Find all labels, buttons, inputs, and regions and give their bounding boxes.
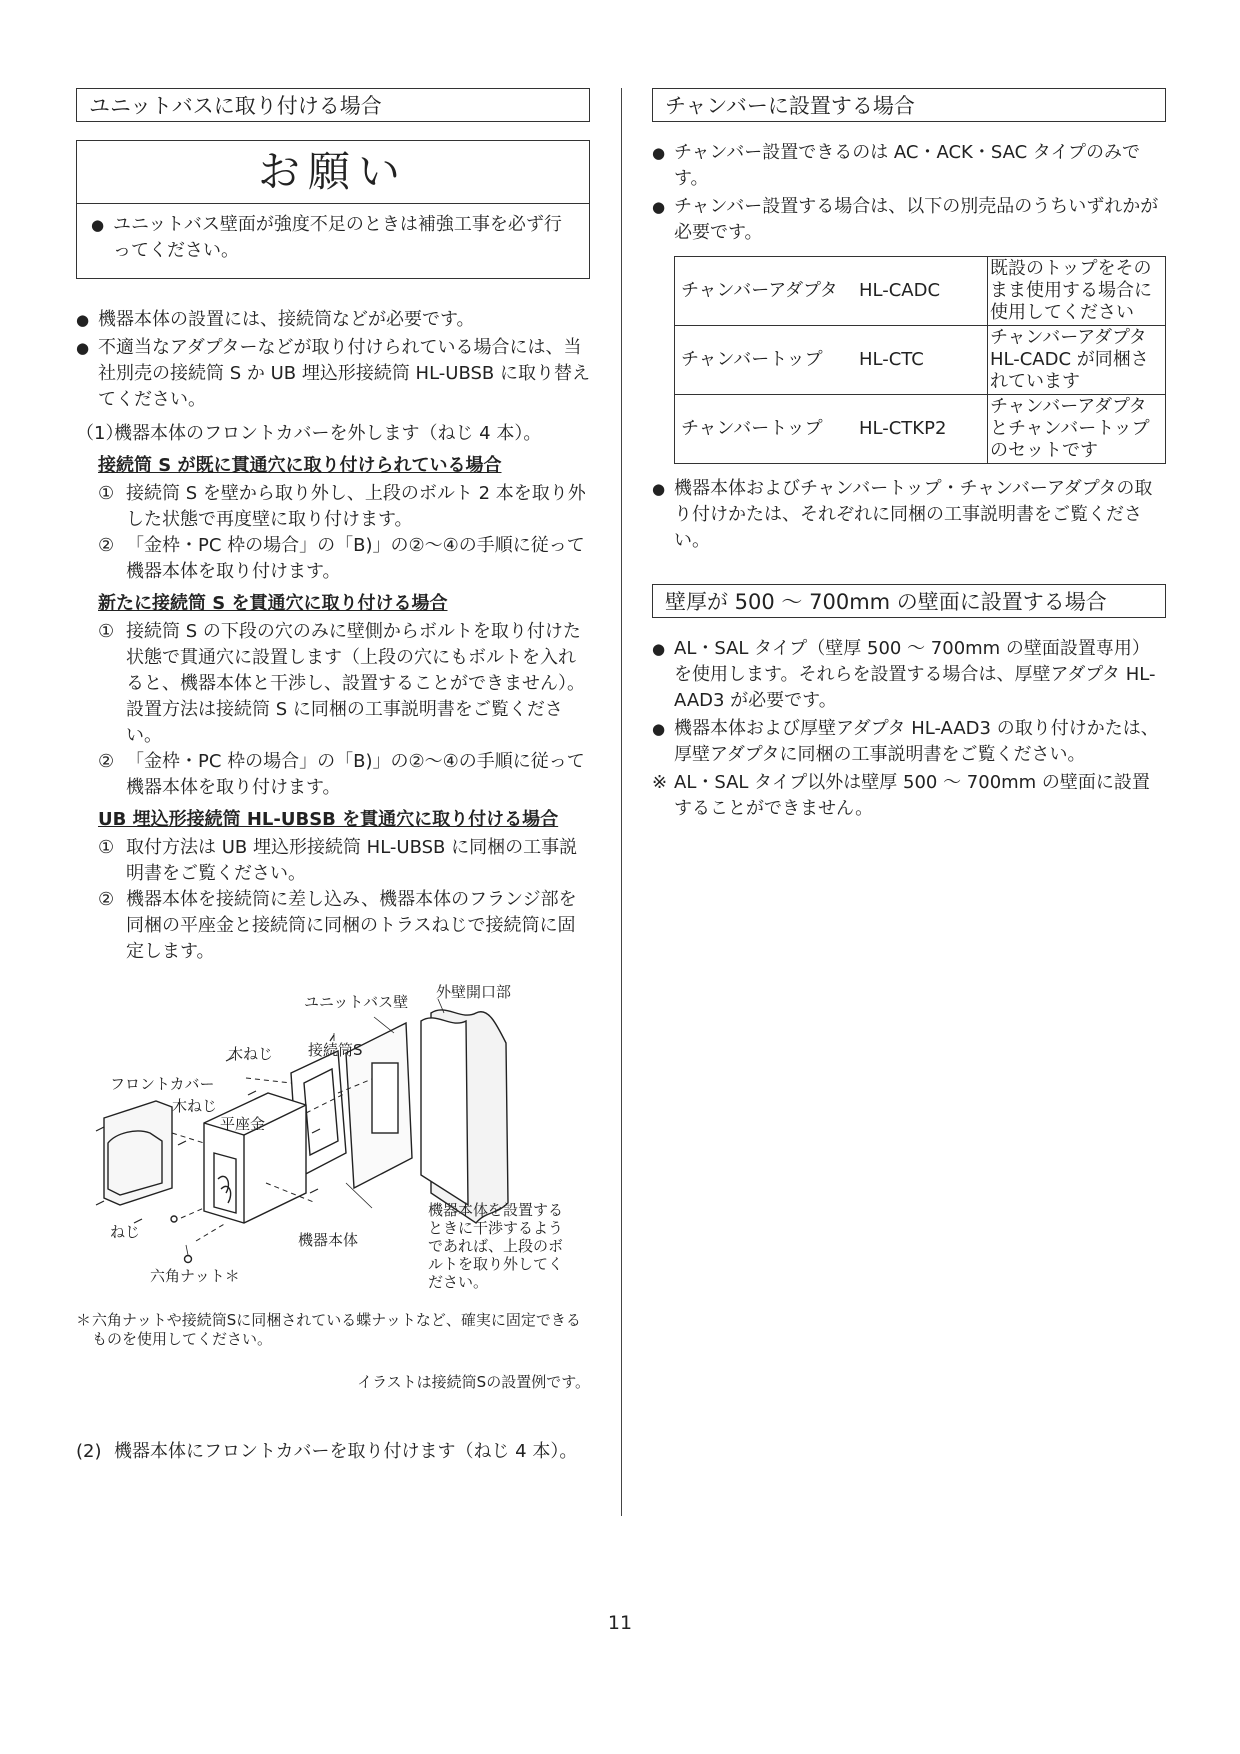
- figure-footnote: [76, 1311, 590, 1349]
- subheading-3: UB 埋込形接続筒 HL-UBSB を貫通穴に取り付ける場合: [98, 809, 559, 830]
- footnote-mark: ＊: [76, 1311, 92, 1329]
- sub1-item-1: [98, 481, 590, 533]
- step-2-number: (2): [76, 1441, 102, 1462]
- part-number: HL-CADC: [859, 280, 941, 301]
- sub2-item-2: [98, 749, 590, 801]
- part-number: HL-CTKP2: [859, 418, 947, 439]
- label-front-cover: フロントカバー: [110, 1075, 215, 1093]
- sub1-item-2: [98, 533, 590, 585]
- part-number: HL-CTC: [859, 349, 924, 370]
- table-cell-note: 既設のトップをそのまま使用する場合に使用してください: [988, 257, 1166, 326]
- step-1-number: （1）: [76, 423, 124, 444]
- sub3-item-1-num: ①: [98, 837, 115, 858]
- note-mark: ※: [652, 772, 668, 793]
- section-header-chamber: チャンバーに設置する場合: [652, 88, 1166, 122]
- product-name: チャンバーアダプタ: [681, 280, 838, 301]
- sub2-item-1-text: 接続筒 S の下段の穴のみに壁側からボルトを取り付けた状態で貫通穴に設置します（上段の穴にもボルトを入れると、機器本体と干渉し、設置することができません）。設置方法は接続筒 S に同梱の工事説明書をご覧ください。: [126, 621, 585, 746]
- table-row: [675, 326, 1166, 395]
- sub3-item-2-text: 機器本体を接続筒に差し込み、機器本体のフランジ部を同梱の平座金と接続筒に同梱のトラスねじで接続筒に固定します。: [126, 889, 577, 962]
- section-header-thickwall: 壁厚が 500 ～ 700mm の壁面に設置する場合: [652, 584, 1166, 618]
- sub1-item-2-text: 「金枠・PC 枠の場合」の「B)」の②～④の手順に従って機器本体を取り付けます。: [126, 535, 585, 582]
- bullet-1: ● 機器本体の設置には、接続筒などが必要です。: [76, 307, 590, 333]
- subheading-1: 接続筒 S が既に貫通穴に取り付けられている場合: [98, 455, 502, 476]
- subheading-2: 新たに接続筒 S を貫通穴に取り付ける場合: [98, 593, 448, 614]
- notice-title: お願い: [77, 141, 589, 204]
- chamber-parts-table: [674, 256, 1166, 464]
- sub3-item-2-num: ②: [98, 889, 115, 910]
- table-cell-note: チャンバーアダプタ HL-CADC が同梱されています: [988, 326, 1166, 395]
- table-cell-product: [675, 326, 988, 395]
- label-wood-screw-2: 木ねじ: [172, 1097, 218, 1115]
- notice-box: [76, 140, 590, 279]
- bullet-2: ● 不適当なアダプターなどが取り付けられている場合には、当社別売の接続筒 S か UB 埋込形接続筒 HL-UBSB に取り替えてください。: [76, 335, 590, 413]
- label-connector-s: 接続筒S: [308, 1041, 363, 1059]
- sub3-item-1: [98, 835, 590, 887]
- chamber-bullet-2: ● チャンバー設置する場合は、以下の別売品のうちいずれかが必要です。: [652, 194, 1166, 246]
- step-2: [76, 1439, 590, 1465]
- table-row: [675, 395, 1166, 464]
- step-1: [76, 421, 590, 447]
- sub3-item-1-text: 取付方法は UB 埋込形接続筒 HL-UBSB に同梱の工事説明書をご覧ください。: [126, 837, 578, 884]
- label-outer-opening: 外壁開口部: [436, 983, 512, 1001]
- column-divider: [621, 88, 622, 1516]
- sub2-item-1-num: ①: [98, 621, 115, 642]
- sub2-item-2-text: 「金枠・PC 枠の場合」の「B)」の②～④の手順に従って機器本体を取り付けます。: [126, 751, 585, 798]
- right-column: [652, 88, 1166, 824]
- sub1-item-1-num: ①: [98, 483, 115, 504]
- note-text: AL・SAL タイプ以外は壁厚 500 ～ 700mm の壁面に設置することができません。: [674, 772, 1150, 819]
- left-column: [76, 88, 590, 1471]
- label-screw: ねじ: [110, 1223, 141, 1241]
- sub2-item-1: [98, 619, 590, 749]
- label-unitbath-wall: ユニットバス壁: [304, 993, 409, 1011]
- label-main-unit: 機器本体: [298, 1231, 359, 1249]
- table-cell-note: チャンバーアダプタとチャンバートップのセットです: [988, 395, 1166, 464]
- sub1-item-2-num: ②: [98, 535, 115, 556]
- footnote-text: 六角ナットや接続筒Sに同梱されている蝶ナットなど、確実に固定できるものを使用してください。: [92, 1311, 581, 1348]
- table-cell-product: [675, 257, 988, 326]
- page-number: 11: [607, 1612, 633, 1634]
- step-2-text: 機器本体にフロントカバーを取り付けます（ねじ 4 本）。: [114, 1441, 578, 1462]
- section-header-unitbath: ユニットバスに取り付ける場合: [76, 88, 590, 122]
- label-hex-nut: 六角ナット＊: [150, 1267, 240, 1285]
- thickwall-bullet-1: ● AL・SAL タイプ（壁厚 500 ～ 700mm の壁面設置専用）を使用します。それらを設置する場合は、厚壁アダプタ HL-AAD3 が必要です。: [652, 636, 1166, 714]
- sub3-item-2: [98, 887, 590, 965]
- label-interfere-note: 機器本体を設置するときに干渉するようであれば、上段のボルトを取り外してください。: [428, 1201, 564, 1291]
- table-cell-product: [675, 395, 988, 464]
- chamber-bullet-3: ● 機器本体およびチャンバートップ・チャンバーアダプタの取り付けかたは、それぞれに同梱の工事説明書をご覧ください。: [652, 476, 1166, 554]
- chamber-bullet-1: ● チャンバー設置できるのは AC・ACK・SAC タイプのみです。: [652, 140, 1166, 192]
- installation-illustration: [76, 983, 590, 1303]
- notice-bullet: ● ユニットバス壁面が強度不足のときは補強工事を必ず行ってください。: [91, 212, 579, 264]
- label-wood-screw-1: 木ねじ: [228, 1045, 274, 1063]
- table-row: [675, 257, 1166, 326]
- product-name: チャンバートップ: [681, 349, 823, 370]
- product-name: チャンバートップ: [681, 418, 823, 439]
- sub2-item-2-num: ②: [98, 751, 115, 772]
- label-washer: 平座金: [220, 1115, 266, 1133]
- thickwall-bullet-2: ● 機器本体および厚壁アダプタ HL-AAD3 の取り付けかたは、厚壁アダプタに同梱の工事説明書をご覧ください。: [652, 716, 1166, 768]
- sub1-item-1-text: 接続筒 S を壁から取り外し、上段のボルト 2 本を取り外した状態で再度壁に取り付けます。: [126, 483, 586, 530]
- figure-caption: イラストは接続筒Sの設置例です。: [357, 1373, 590, 1391]
- step-1-text: 機器本体のフロントカバーを外します（ねじ 4 本）。: [114, 423, 542, 444]
- thickwall-note: [652, 770, 1166, 822]
